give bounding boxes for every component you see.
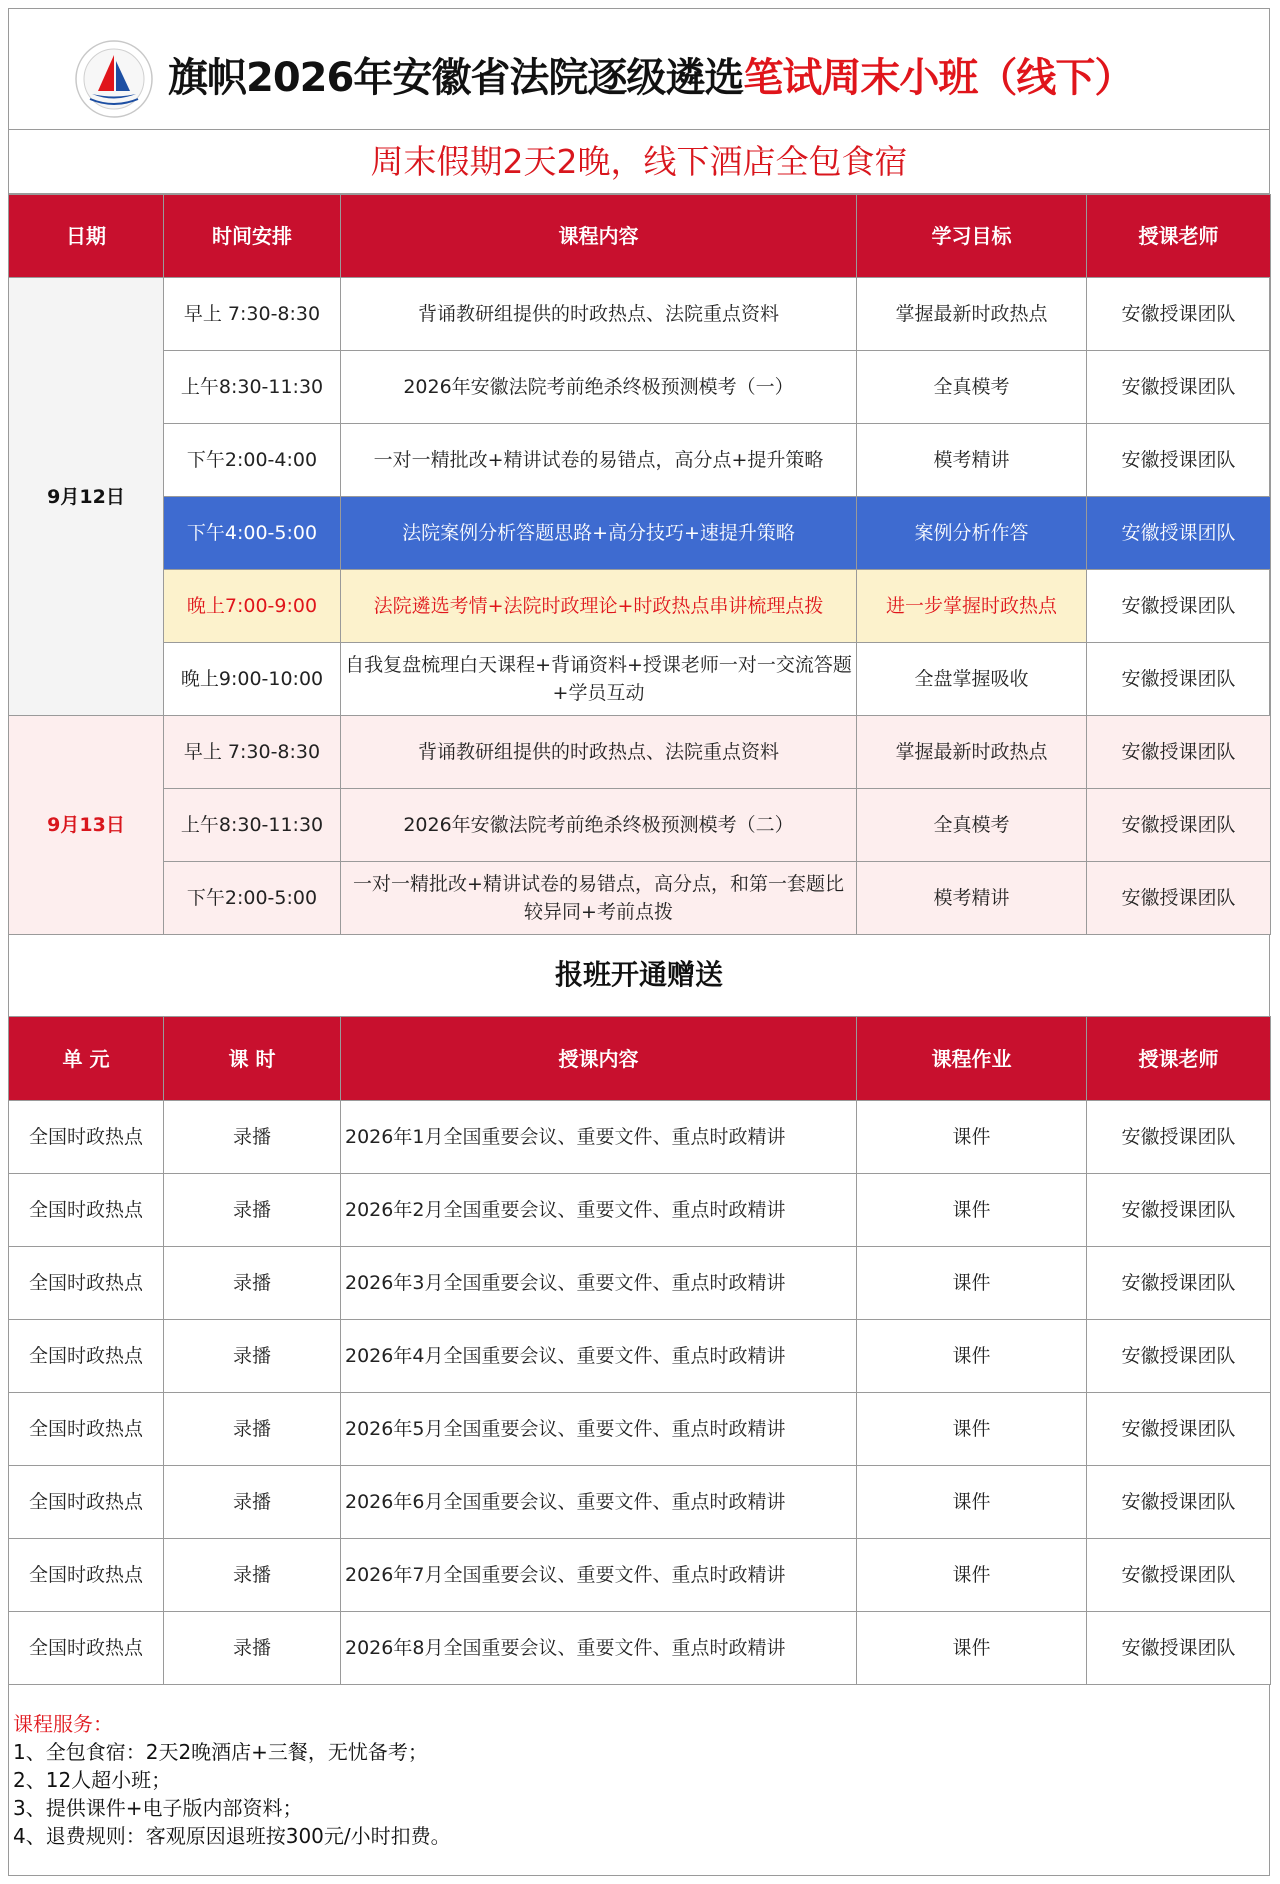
unit-cell: 全国时政热点 (9, 1101, 164, 1174)
col-header-work: 课程作业 (857, 1017, 1087, 1101)
time-cell: 下午2:00-5:00 (164, 862, 341, 935)
logo-icon (74, 39, 154, 119)
unit-cell: 全国时政热点 (9, 1612, 164, 1685)
work-cell: 课件 (857, 1612, 1087, 1685)
hours-cell: 录播 (164, 1393, 341, 1466)
hours-cell: 录播 (164, 1466, 341, 1539)
work-cell: 课件 (857, 1320, 1087, 1393)
goal-cell: 全真模考 (857, 789, 1087, 862)
service-item: 3、提供课件+电子版内部资料； (13, 1796, 303, 1820)
service-item: 4、退费规则：客观原因退班按300元/小时扣费。 (13, 1824, 451, 1848)
content-cell: 2026年5月全国重要会议、重要文件、重点时政精讲 (341, 1393, 857, 1466)
col-header-content: 授课内容 (341, 1017, 857, 1101)
col-header-hours: 课 时 (164, 1017, 341, 1101)
content-cell: 背诵教研组提供的时政热点、法院重点资料 (341, 716, 857, 789)
goal-cell: 掌握最新时政热点 (857, 716, 1087, 789)
col-header-content: 课程内容 (341, 195, 857, 278)
table-row (9, 1466, 1271, 1539)
teacher-cell: 安徽授课团队 (1087, 278, 1271, 351)
goal-cell: 模考精讲 (857, 862, 1087, 935)
teacher-cell: 安徽授课团队 (1087, 1393, 1271, 1466)
goal-cell: 模考精讲 (857, 424, 1087, 497)
hours-cell: 录播 (164, 1101, 341, 1174)
table-row-highlight-yellow (9, 570, 1271, 643)
teacher-cell: 安徽授课团队 (1087, 789, 1271, 862)
teacher-cell: 安徽授课团队 (1087, 570, 1271, 643)
table-row (9, 1174, 1271, 1247)
teacher-cell: 安徽授课团队 (1087, 424, 1271, 497)
hours-cell: 录播 (164, 1247, 341, 1320)
teacher-cell: 安徽授课团队 (1087, 716, 1271, 789)
col-header-time: 时间安排 (164, 195, 341, 278)
work-cell: 课件 (857, 1466, 1087, 1539)
gift-table (8, 1016, 1271, 1685)
content-cell: 2026年3月全国重要会议、重要文件、重点时政精讲 (341, 1247, 857, 1320)
content-cell: 法院案例分析答题思路+高分技巧+速提升策略 (341, 497, 857, 570)
service-item: 2、12人超小班； (13, 1768, 172, 1792)
col-header-teacher: 授课老师 (1087, 195, 1271, 278)
unit-cell: 全国时政热点 (9, 1393, 164, 1466)
teacher-cell: 安徽授课团队 (1087, 351, 1271, 424)
content-cell: 2026年7月全国重要会议、重要文件、重点时政精讲 (341, 1539, 857, 1612)
teacher-cell: 安徽授课团队 (1087, 1466, 1271, 1539)
unit-cell: 全国时政热点 (9, 1247, 164, 1320)
goal-cell: 全盘掌握吸收 (857, 643, 1087, 716)
time-cell: 早上 7:30-8:30 (164, 716, 341, 789)
col-header-unit: 单 元 (9, 1017, 164, 1101)
table-row (9, 1539, 1271, 1612)
content-cell: 2026年2月全国重要会议、重要文件、重点时政精讲 (341, 1174, 857, 1247)
schedule-table (8, 194, 1271, 935)
col-header-goal: 学习目标 (857, 195, 1087, 278)
table-row (9, 1101, 1271, 1174)
content-cell: 2026年1月全国重要会议、重要文件、重点时政精讲 (341, 1101, 857, 1174)
content-cell: 一对一精批改+精讲试卷的易错点，高分点+提升策略 (341, 424, 857, 497)
teacher-cell: 安徽授课团队 (1087, 497, 1271, 570)
time-cell: 上午8:30-11:30 (164, 351, 341, 424)
time-cell: 下午2:00-4:00 (164, 424, 341, 497)
work-cell: 课件 (857, 1174, 1087, 1247)
goal-cell: 全真模考 (857, 351, 1087, 424)
col-header-date: 日期 (9, 195, 164, 278)
content-cell: 自我复盘梳理白天课程+背诵资料+授课老师一对一交流答题+学员互动 (341, 643, 857, 716)
teacher-cell: 安徽授课团队 (1087, 1101, 1271, 1174)
content-cell: 法院遴选考情+法院时政理论+时政热点串讲梳理点拨 (341, 570, 857, 643)
content-cell: 2026年4月全国重要会议、重要文件、重点时政精讲 (341, 1320, 857, 1393)
teacher-cell: 安徽授课团队 (1087, 1539, 1271, 1612)
time-cell: 上午8:30-11:30 (164, 789, 341, 862)
date-cell-day1: 9月12日 (9, 278, 164, 716)
content-cell: 一对一精批改+精讲试卷的易错点，高分点，和第一套题比较异同+考前点拨 (341, 862, 857, 935)
table-row-highlight-blue (9, 497, 1271, 570)
page-title (168, 48, 1133, 108)
teacher-cell: 安徽授课团队 (1087, 1320, 1271, 1393)
schedule-header-row (9, 195, 1271, 278)
work-cell: 课件 (857, 1393, 1087, 1466)
table-row (9, 278, 1271, 351)
content-cell: 2026年安徽法院考前绝杀终极预测模考（一） (341, 351, 857, 424)
teacher-cell: 安徽授课团队 (1087, 1174, 1271, 1247)
header (8, 8, 1270, 130)
goal-cell: 掌握最新时政热点 (857, 278, 1087, 351)
unit-cell: 全国时政热点 (9, 1320, 164, 1393)
title-red: 笔试周末小班（线下） (743, 55, 1134, 101)
content-cell: 2026年8月全国重要会议、重要文件、重点时政精讲 (341, 1612, 857, 1685)
work-cell: 课件 (857, 1539, 1087, 1612)
date-cell-day2: 9月13日 (9, 716, 164, 935)
table-row (9, 643, 1271, 716)
hours-cell: 录播 (164, 1612, 341, 1685)
gift-section-title: 报班开通赠送 (554, 958, 723, 991)
content-cell: 2026年安徽法院考前绝杀终极预测模考（二） (341, 789, 857, 862)
content-cell: 2026年6月全国重要会议、重要文件、重点时政精讲 (341, 1466, 857, 1539)
table-row (9, 862, 1271, 935)
hours-cell: 录播 (164, 1539, 341, 1612)
content-cell: 背诵教研组提供的时政热点、法院重点资料 (341, 278, 857, 351)
unit-cell: 全国时政热点 (9, 1174, 164, 1247)
hours-cell: 录播 (164, 1174, 341, 1247)
table-row (9, 789, 1271, 862)
time-cell: 早上 7:30-8:30 (164, 278, 341, 351)
teacher-cell: 安徽授课团队 (1087, 643, 1271, 716)
title-black: 旗帜2026年安徽省法院逐级遴选 (168, 55, 744, 101)
table-row (9, 424, 1271, 497)
goal-cell: 案例分析作答 (857, 497, 1087, 570)
teacher-cell: 安徽授课团队 (1087, 1247, 1271, 1320)
time-cell: 晚上7:00-9:00 (164, 570, 341, 643)
time-cell: 下午4:00-5:00 (164, 497, 341, 570)
subtitle: 周末假期2天2晚，线下酒店全包食宿 (8, 130, 1270, 194)
goal-cell: 进一步掌握时政热点 (857, 570, 1087, 643)
time-cell: 晚上9:00-10:00 (164, 643, 341, 716)
table-row (9, 351, 1271, 424)
table-row (9, 1247, 1271, 1320)
gift-header-row (9, 1017, 1271, 1101)
service-item: 1、全包食宿：2天2晚酒店+三餐，无忧备考； (13, 1740, 428, 1764)
hours-cell: 录播 (164, 1320, 341, 1393)
services-title: 课程服务： (13, 1712, 113, 1736)
teacher-cell: 安徽授课团队 (1087, 862, 1271, 935)
col-header-teacher: 授课老师 (1087, 1017, 1271, 1101)
table-row (9, 716, 1271, 789)
work-cell: 课件 (857, 1247, 1087, 1320)
table-row (9, 1393, 1271, 1466)
work-cell: 课件 (857, 1101, 1087, 1174)
teacher-cell: 安徽授课团队 (1087, 1612, 1271, 1685)
unit-cell: 全国时政热点 (9, 1539, 164, 1612)
unit-cell: 全国时政热点 (9, 1466, 164, 1539)
course-services (13, 1710, 451, 1850)
table-row (9, 1320, 1271, 1393)
table-row (9, 1612, 1271, 1685)
